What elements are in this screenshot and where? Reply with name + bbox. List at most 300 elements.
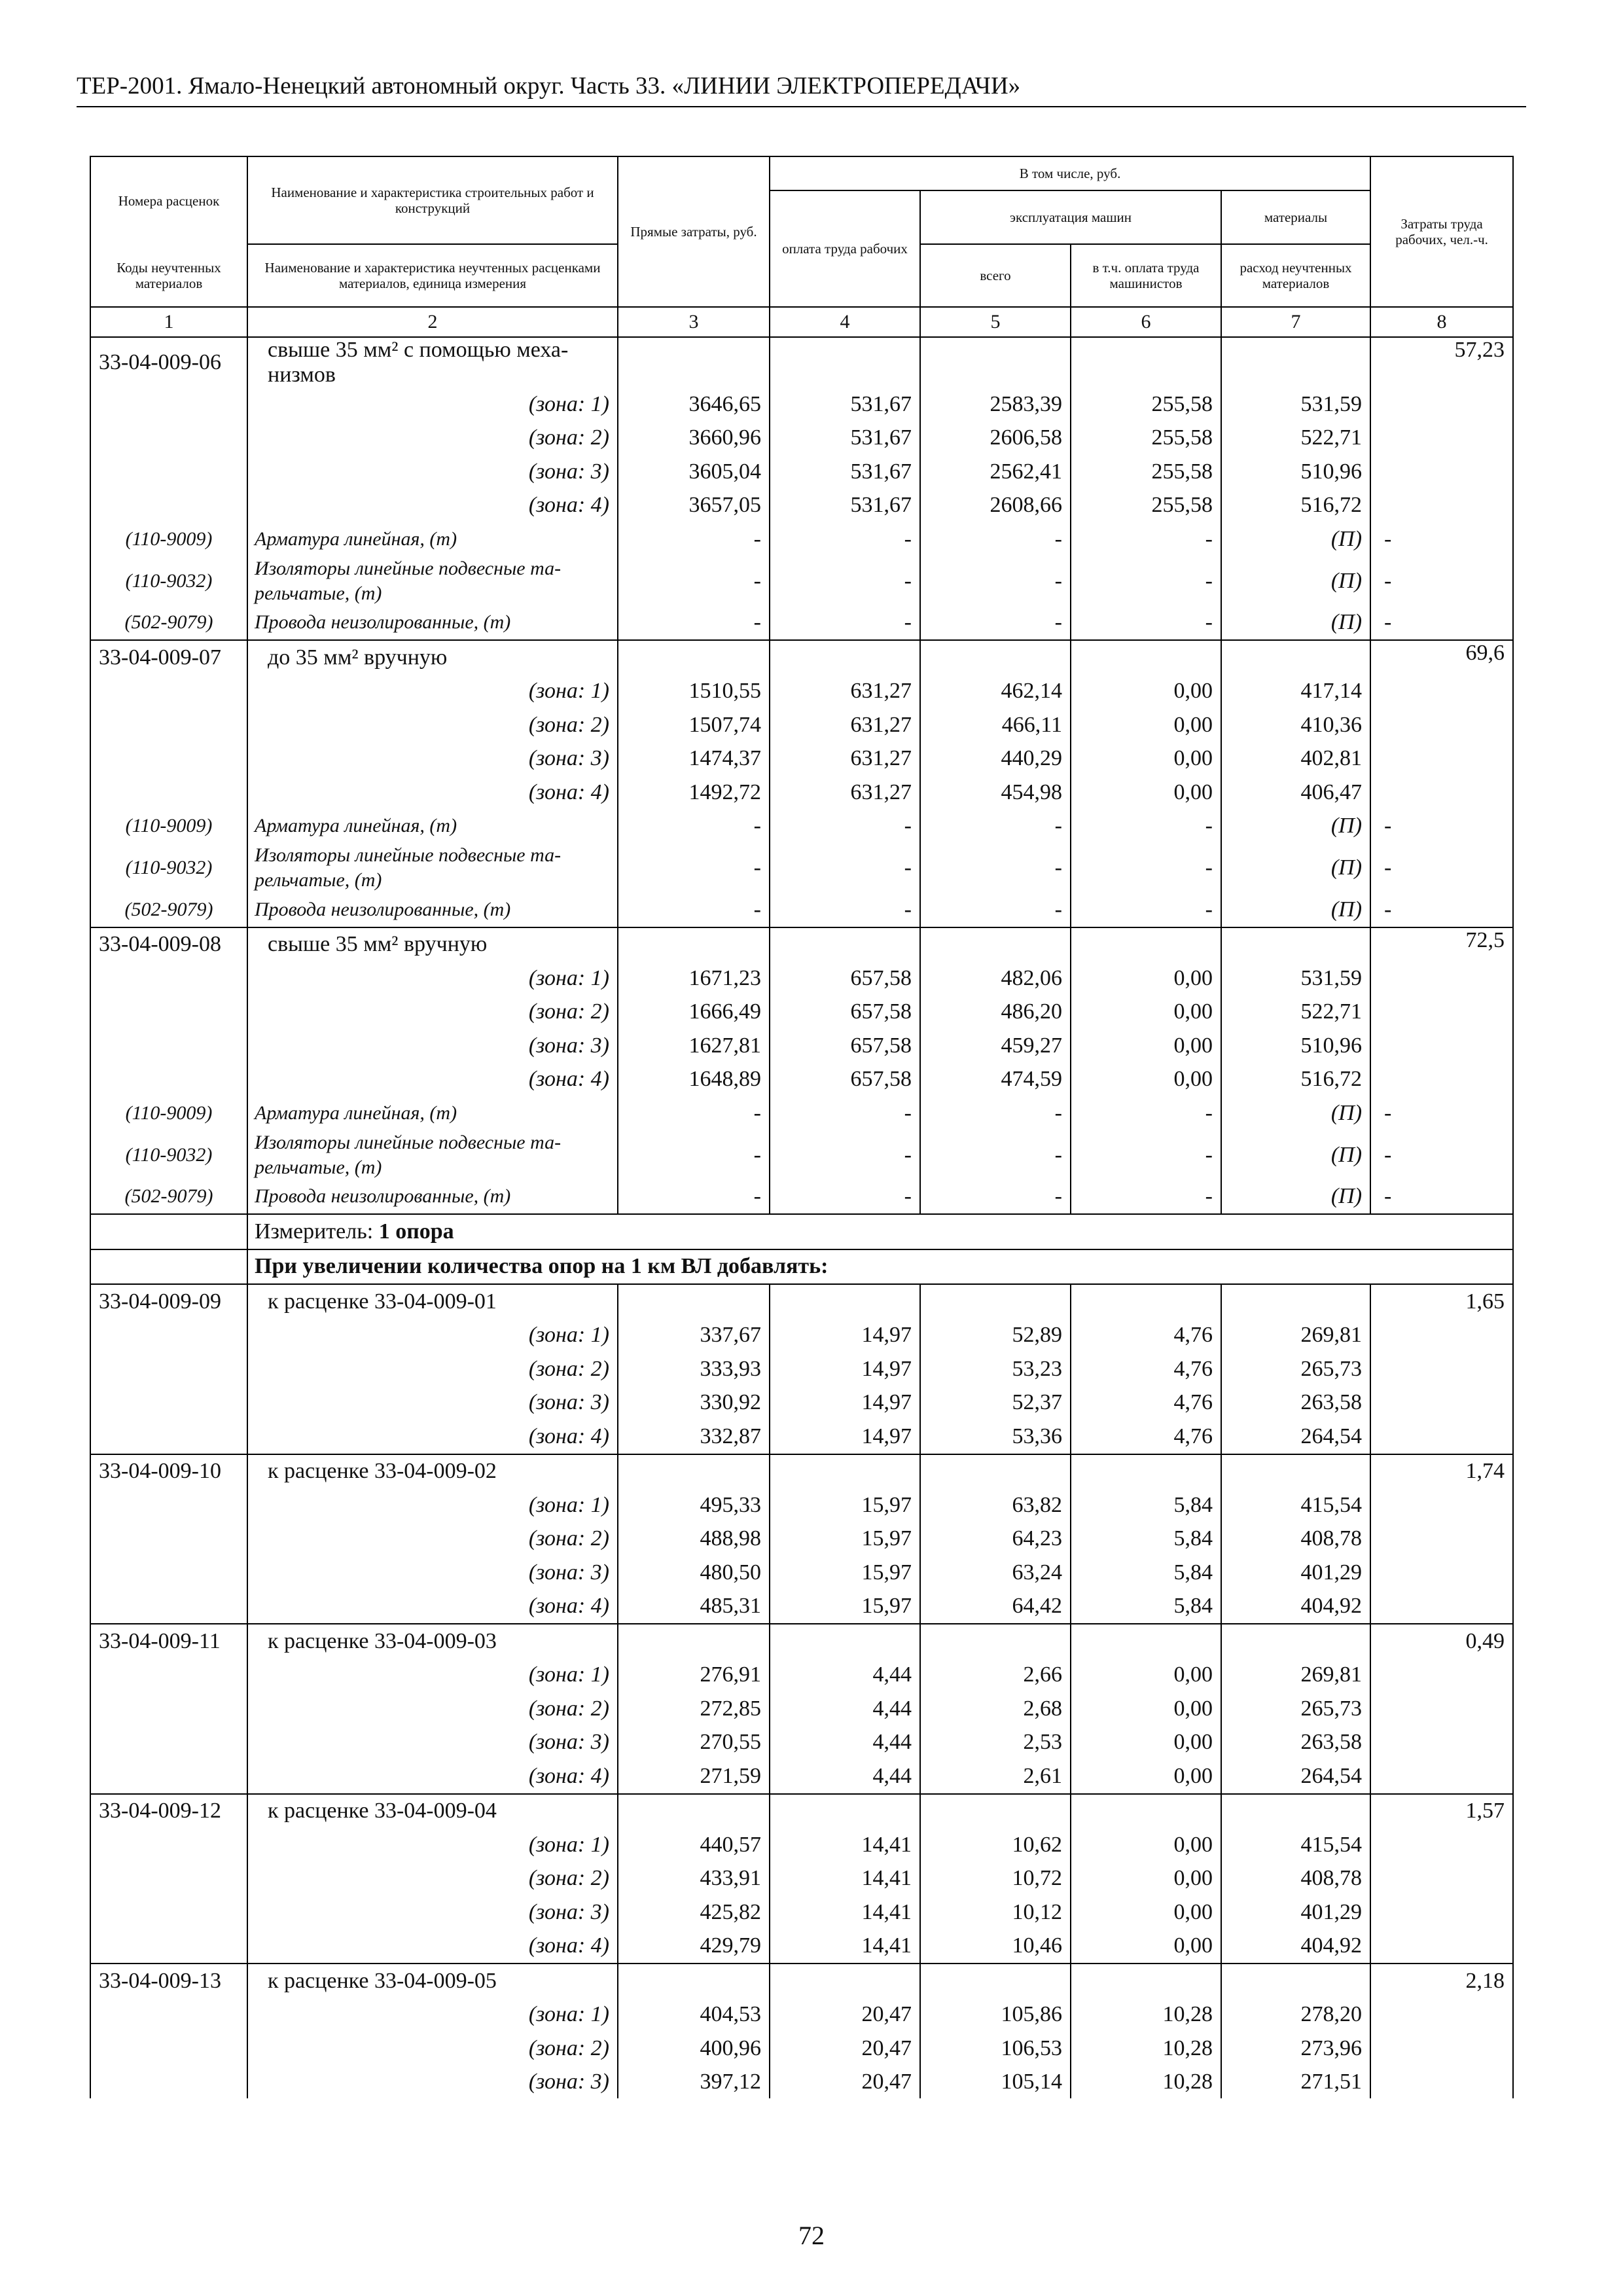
table-header — [90, 156, 1513, 337]
empty-cell — [90, 742, 247, 776]
table-row — [90, 810, 1513, 844]
direct-costs: 332,87 — [618, 1420, 770, 1454]
materials-value: 522,71 — [1221, 422, 1370, 456]
dash-value: - — [770, 1130, 920, 1180]
materials-value: 404,92 — [1221, 1590, 1370, 1624]
column-number: 3 — [618, 307, 770, 337]
empty-cell — [770, 1454, 920, 1489]
materials-value: 510,96 — [1221, 1029, 1370, 1063]
zone-label: (зона: 3) — [247, 2066, 618, 2098]
materials-value: 269,81 — [1221, 1319, 1370, 1353]
wages-value: 14,97 — [770, 1386, 920, 1420]
table-row — [90, 387, 1513, 422]
column-number: 2 — [247, 307, 618, 337]
materials-value: 402,81 — [1221, 742, 1370, 776]
header-wages: оплата труда рабочих — [770, 190, 920, 307]
dash-value: - — [920, 1130, 1071, 1180]
material-name: Провода неизолированные, (т) — [247, 606, 618, 641]
column-number: 4 — [770, 307, 920, 337]
zone-label: (зона: 3) — [247, 1386, 618, 1420]
direct-costs: 3660,96 — [618, 422, 770, 456]
machines-value: 2,61 — [920, 1759, 1071, 1794]
dash-value: - — [1071, 522, 1221, 556]
dash-value: - — [920, 810, 1071, 844]
materials-value: 406,47 — [1221, 776, 1370, 810]
empty-cell — [1370, 776, 1513, 810]
empty-cell — [90, 1759, 247, 1794]
machines-value: 105,14 — [920, 2066, 1071, 2098]
machines-value: 53,23 — [920, 1352, 1071, 1386]
empty-cell — [920, 1964, 1071, 1998]
direct-costs: 3657,05 — [618, 489, 770, 523]
empty-cell — [1071, 1454, 1221, 1489]
table-row — [90, 1214, 1513, 1249]
material-code: (502-9079) — [90, 1180, 247, 1215]
wages-value: 20,47 — [770, 2066, 920, 2098]
machinist-wages-value: 0,00 — [1071, 742, 1221, 776]
wages-value: 657,58 — [770, 996, 920, 1030]
dash-value: - — [770, 606, 920, 641]
dash-value: - — [1370, 606, 1513, 641]
direct-costs: 271,59 — [618, 1759, 770, 1794]
machines-value: 2606,58 — [920, 422, 1071, 456]
zone-label: (зона: 2) — [247, 422, 618, 456]
dash-value: - — [770, 556, 920, 606]
materials-value: 522,71 — [1221, 996, 1370, 1030]
dash-value: - — [770, 522, 920, 556]
machines-value: 10,12 — [920, 1895, 1071, 1929]
empty-cell — [90, 489, 247, 523]
machinist-wages-value: 0,00 — [1071, 708, 1221, 742]
table-row — [90, 1659, 1513, 1693]
machinist-wages-value: 0,00 — [1071, 1726, 1221, 1760]
zone-label: (зона: 4) — [247, 1063, 618, 1097]
machinist-wages-value: 10,28 — [1071, 2032, 1221, 2066]
wages-value: 531,67 — [770, 455, 920, 489]
machines-value: 454,98 — [920, 776, 1071, 810]
empty-cell — [920, 1794, 1071, 1829]
machinist-wages-value: 0,00 — [1071, 1692, 1221, 1726]
dash-value: - — [770, 1180, 920, 1215]
zone-label: (зона: 2) — [247, 708, 618, 742]
table-row — [90, 556, 1513, 606]
empty-cell — [920, 927, 1071, 962]
measure-row — [247, 1214, 1513, 1249]
machinist-wages-value: 5,84 — [1071, 1590, 1221, 1624]
empty-cell — [90, 1998, 247, 2032]
dash-value: - — [1370, 893, 1513, 927]
dash-value: - — [618, 1130, 770, 1180]
table-row — [90, 1130, 1513, 1180]
materials-value: 408,78 — [1221, 1522, 1370, 1556]
wages-value: 4,44 — [770, 1659, 920, 1693]
table-row — [90, 1828, 1513, 1862]
column-number: 6 — [1071, 307, 1221, 337]
material-flag: (П) — [1221, 810, 1370, 844]
table-row — [90, 708, 1513, 742]
table-row — [90, 2066, 1513, 2098]
machines-value: 459,27 — [920, 1029, 1071, 1063]
empty-cell — [90, 1249, 247, 1285]
table-row — [90, 1692, 1513, 1726]
material-flag: (П) — [1221, 556, 1370, 606]
zone-label: (зона: 3) — [247, 1556, 618, 1590]
rate-title: к расценке 33-04-009-01 — [247, 1284, 618, 1319]
material-code: (110-9009) — [90, 810, 247, 844]
direct-costs: 400,96 — [618, 2032, 770, 2066]
table-row — [90, 640, 1513, 675]
empty-cell — [1071, 1624, 1221, 1659]
machinist-wages-value: 0,00 — [1071, 1063, 1221, 1097]
zone-label: (зона: 4) — [247, 489, 618, 523]
machines-value: 64,23 — [920, 1522, 1071, 1556]
material-flag: (П) — [1221, 843, 1370, 893]
direct-costs: 1510,55 — [618, 675, 770, 709]
direct-costs: 333,93 — [618, 1352, 770, 1386]
direct-costs: 1474,37 — [618, 742, 770, 776]
dash-value: - — [920, 522, 1071, 556]
empty-cell — [618, 1794, 770, 1829]
rate-title: свыше 35 мм² с помощью меха-низмов — [247, 337, 618, 387]
empty-cell — [90, 1929, 247, 1964]
table-row — [90, 1862, 1513, 1896]
empty-cell — [770, 1624, 920, 1659]
machines-value: 486,20 — [920, 996, 1071, 1030]
direct-costs: 3646,65 — [618, 387, 770, 422]
machines-value: 474,59 — [920, 1063, 1071, 1097]
rate-title: к расценке 33-04-009-05 — [247, 1964, 618, 1998]
wages-value: 631,27 — [770, 675, 920, 709]
table-row — [90, 1759, 1513, 1794]
wages-value: 631,27 — [770, 776, 920, 810]
rate-code: 33-04-009-13 — [90, 1964, 247, 1998]
empty-cell — [90, 1214, 247, 1249]
labor-value: 1,57 — [1370, 1794, 1513, 1829]
table-row — [90, 996, 1513, 1030]
direct-costs: 433,91 — [618, 1862, 770, 1896]
header-material-name: Наименование и характеристика неучтенных расценками материалов, единица измерения — [247, 244, 618, 307]
wages-value: 531,67 — [770, 489, 920, 523]
wages-value: 14,41 — [770, 1828, 920, 1862]
rate-code: 33-04-009-09 — [90, 1284, 247, 1319]
wages-value: 15,97 — [770, 1522, 920, 1556]
empty-cell — [90, 776, 247, 810]
direct-costs: 272,85 — [618, 1692, 770, 1726]
table-row — [90, 1386, 1513, 1420]
wages-value: 14,97 — [770, 1420, 920, 1454]
rate-title: к расценке 33-04-009-04 — [247, 1794, 618, 1829]
zone-label: (зона: 3) — [247, 1029, 618, 1063]
measure-value: 1 опора — [378, 1219, 454, 1244]
empty-cell — [90, 1029, 247, 1063]
direct-costs: 270,55 — [618, 1726, 770, 1760]
direct-costs: 1648,89 — [618, 1063, 770, 1097]
table-row — [90, 1726, 1513, 1760]
table-row — [90, 961, 1513, 996]
direct-costs: 1627,81 — [618, 1029, 770, 1063]
table-row — [90, 1556, 1513, 1590]
direct-costs: 485,31 — [618, 1590, 770, 1624]
material-flag: (П) — [1221, 1130, 1370, 1180]
empty-cell — [1221, 1454, 1370, 1489]
dash-value: - — [1071, 893, 1221, 927]
table-row — [90, 1590, 1513, 1624]
material-code: (110-9009) — [90, 522, 247, 556]
empty-cell — [618, 640, 770, 675]
empty-cell — [1370, 1929, 1513, 1964]
empty-cell — [1370, 708, 1513, 742]
labor-value: 1,65 — [1370, 1284, 1513, 1319]
wages-value: 657,58 — [770, 1063, 920, 1097]
dash-value: - — [1071, 556, 1221, 606]
dash-value: - — [1370, 556, 1513, 606]
empty-cell — [90, 996, 247, 1030]
table-row — [90, 1522, 1513, 1556]
machinist-wages-value: 0,00 — [1071, 1862, 1221, 1896]
material-name: Арматура линейная, (т) — [247, 1096, 618, 1130]
table-row — [90, 606, 1513, 641]
material-name: Изоляторы линейные подвесные та-рельчатые, (т) — [247, 1130, 618, 1180]
empty-cell — [1370, 1659, 1513, 1693]
empty-cell — [90, 1862, 247, 1896]
machinist-wages-value: 5,84 — [1071, 1556, 1221, 1590]
materials-value: 531,59 — [1221, 387, 1370, 422]
table-row — [90, 1319, 1513, 1353]
dash-value: - — [618, 893, 770, 927]
labor-value: 1,74 — [1370, 1454, 1513, 1489]
header-machines-total: всего — [920, 244, 1071, 307]
materials-value: 265,73 — [1221, 1352, 1370, 1386]
empty-cell — [90, 961, 247, 996]
zone-label: (зона: 1) — [247, 1319, 618, 1353]
empty-cell — [90, 1063, 247, 1097]
table-row — [90, 1454, 1513, 1489]
empty-cell — [1370, 1522, 1513, 1556]
rate-code: 33-04-009-07 — [90, 640, 247, 675]
zone-label: (зона: 2) — [247, 1692, 618, 1726]
zone-label: (зона: 1) — [247, 1828, 618, 1862]
material-flag: (П) — [1221, 522, 1370, 556]
empty-cell — [1221, 1794, 1370, 1829]
zone-label: (зона: 4) — [247, 1590, 618, 1624]
empty-cell — [90, 1895, 247, 1929]
material-code: (110-9032) — [90, 556, 247, 606]
materials-value: 401,29 — [1221, 1556, 1370, 1590]
zone-label: (зона: 2) — [247, 1352, 618, 1386]
direct-costs: 425,82 — [618, 1895, 770, 1929]
wages-value: 4,44 — [770, 1759, 920, 1794]
zone-label: (зона: 4) — [247, 1759, 618, 1794]
empty-cell — [920, 640, 1071, 675]
materials-value: 415,54 — [1221, 1488, 1370, 1522]
materials-value: 531,59 — [1221, 961, 1370, 996]
machinist-wages-value: 0,00 — [1071, 996, 1221, 1030]
machines-value: 462,14 — [920, 675, 1071, 709]
empty-cell — [1370, 1556, 1513, 1590]
empty-cell — [1221, 640, 1370, 675]
direct-costs: 1492,72 — [618, 776, 770, 810]
empty-cell — [1370, 675, 1513, 709]
dash-value: - — [1071, 606, 1221, 641]
empty-cell — [90, 708, 247, 742]
empty-cell — [90, 1659, 247, 1693]
table-row — [90, 337, 1513, 387]
dash-value: - — [1370, 1180, 1513, 1215]
title-rule — [77, 106, 1526, 107]
dash-value: - — [1071, 843, 1221, 893]
materials-value: 273,96 — [1221, 2032, 1370, 2066]
table-row — [90, 522, 1513, 556]
materials-value: 408,78 — [1221, 1862, 1370, 1896]
empty-cell — [1221, 1284, 1370, 1319]
table-row — [90, 1180, 1513, 1215]
wages-value: 531,67 — [770, 422, 920, 456]
empty-cell — [1071, 1964, 1221, 1998]
header-materials-unaccounted: расход неучтенных материалов — [1221, 244, 1370, 307]
table-row — [90, 1929, 1513, 1964]
machinist-wages-value: 0,00 — [1071, 1895, 1221, 1929]
empty-cell — [1370, 1319, 1513, 1353]
labor-value: 69,6 — [1370, 640, 1513, 675]
machinist-wages-value: 4,76 — [1071, 1386, 1221, 1420]
material-code: (110-9032) — [90, 1130, 247, 1180]
materials-value: 404,92 — [1221, 1929, 1370, 1964]
materials-value: 516,72 — [1221, 1063, 1370, 1097]
empty-cell — [1370, 1386, 1513, 1420]
empty-cell — [770, 1964, 920, 1998]
column-number: 5 — [920, 307, 1071, 337]
material-code: (110-9032) — [90, 843, 247, 893]
empty-cell — [90, 1726, 247, 1760]
machines-value: 482,06 — [920, 961, 1071, 996]
table-row — [90, 1964, 1513, 1998]
labor-value: 0,49 — [1370, 1624, 1513, 1659]
direct-costs: 337,67 — [618, 1319, 770, 1353]
empty-cell — [1370, 1352, 1513, 1386]
zone-label: (зона: 1) — [247, 387, 618, 422]
empty-cell — [618, 1964, 770, 1998]
direct-costs: 1671,23 — [618, 961, 770, 996]
rate-code: 33-04-009-12 — [90, 1794, 247, 1829]
empty-cell — [770, 640, 920, 675]
direct-costs: 480,50 — [618, 1556, 770, 1590]
empty-cell — [90, 1420, 247, 1454]
empty-cell — [90, 455, 247, 489]
zone-label: (зона: 3) — [247, 1895, 618, 1929]
wages-value: 657,58 — [770, 1029, 920, 1063]
machines-value: 106,53 — [920, 2032, 1071, 2066]
machinist-wages-value: 0,00 — [1071, 1828, 1221, 1862]
dash-value: - — [618, 810, 770, 844]
empty-cell — [90, 1386, 247, 1420]
zone-label: (зона: 1) — [247, 1998, 618, 2032]
machines-value: 105,86 — [920, 1998, 1071, 2032]
material-name: Провода неизолированные, (т) — [247, 1180, 618, 1215]
wages-value: 14,97 — [770, 1352, 920, 1386]
empty-cell — [1370, 1420, 1513, 1454]
dash-value: - — [1370, 522, 1513, 556]
dash-value: - — [618, 1180, 770, 1215]
machinist-wages-value: 255,58 — [1071, 422, 1221, 456]
direct-costs: 495,33 — [618, 1488, 770, 1522]
machinist-wages-value: 0,00 — [1071, 675, 1221, 709]
empty-cell — [90, 1828, 247, 1862]
empty-cell — [1221, 1964, 1370, 1998]
zone-label: (зона: 2) — [247, 1522, 618, 1556]
table-row — [90, 927, 1513, 962]
machines-value: 63,82 — [920, 1488, 1071, 1522]
machines-value: 10,72 — [920, 1862, 1071, 1896]
empty-cell — [90, 422, 247, 456]
material-flag: (П) — [1221, 606, 1370, 641]
machinist-wages-value: 255,58 — [1071, 455, 1221, 489]
table-row — [90, 776, 1513, 810]
dash-value: - — [618, 522, 770, 556]
direct-costs: 1507,74 — [618, 708, 770, 742]
empty-cell — [90, 1522, 247, 1556]
zone-label: (зона: 1) — [247, 1659, 618, 1693]
direct-costs: 1666,49 — [618, 996, 770, 1030]
empty-cell — [1370, 1590, 1513, 1624]
zone-label: (зона: 3) — [247, 742, 618, 776]
material-name: Провода неизолированные, (т) — [247, 893, 618, 927]
machines-value: 10,62 — [920, 1828, 1071, 1862]
empty-cell — [1370, 2066, 1513, 2098]
empty-cell — [770, 337, 920, 387]
empty-cell — [90, 1488, 247, 1522]
dash-value: - — [770, 810, 920, 844]
machinist-wages-value: 255,58 — [1071, 387, 1221, 422]
page-number: 72 — [798, 2221, 825, 2250]
empty-cell — [90, 1590, 247, 1624]
table-row — [90, 455, 1513, 489]
material-name: Арматура линейная, (т) — [247, 810, 618, 844]
dash-value: - — [1071, 810, 1221, 844]
wages-value: 631,27 — [770, 708, 920, 742]
zone-label: (зона: 4) — [247, 1929, 618, 1964]
rate-title: до 35 мм² вручную — [247, 640, 618, 675]
machinist-wages-value: 10,28 — [1071, 1998, 1221, 2032]
wages-value: 15,97 — [770, 1590, 920, 1624]
empty-cell — [1370, 1488, 1513, 1522]
zone-label: (зона: 3) — [247, 1726, 618, 1760]
empty-cell — [1071, 1284, 1221, 1319]
dash-value: - — [920, 606, 1071, 641]
rate-code: 33-04-009-08 — [90, 927, 247, 962]
table-row — [90, 489, 1513, 523]
empty-cell — [618, 337, 770, 387]
materials-value: 271,51 — [1221, 2066, 1370, 2098]
wages-value: 14,41 — [770, 1929, 920, 1964]
machinist-wages-value: 0,00 — [1071, 1759, 1221, 1794]
dash-value: - — [920, 1180, 1071, 1215]
header-materials: материалы — [1221, 190, 1370, 244]
dash-value: - — [920, 843, 1071, 893]
machinist-wages-value: 4,76 — [1071, 1352, 1221, 1386]
empty-cell — [1370, 1063, 1513, 1097]
materials-value: 263,58 — [1221, 1386, 1370, 1420]
wages-value: 20,47 — [770, 1998, 920, 2032]
dash-value: - — [618, 1096, 770, 1130]
empty-cell — [618, 1284, 770, 1319]
empty-cell — [90, 387, 247, 422]
table-row — [90, 1249, 1513, 1285]
empty-cell — [1370, 1895, 1513, 1929]
machinist-wages-value: 4,76 — [1071, 1420, 1221, 1454]
labor-value: 72,5 — [1370, 927, 1513, 962]
zone-label: (зона: 2) — [247, 1862, 618, 1896]
empty-cell — [1370, 996, 1513, 1030]
